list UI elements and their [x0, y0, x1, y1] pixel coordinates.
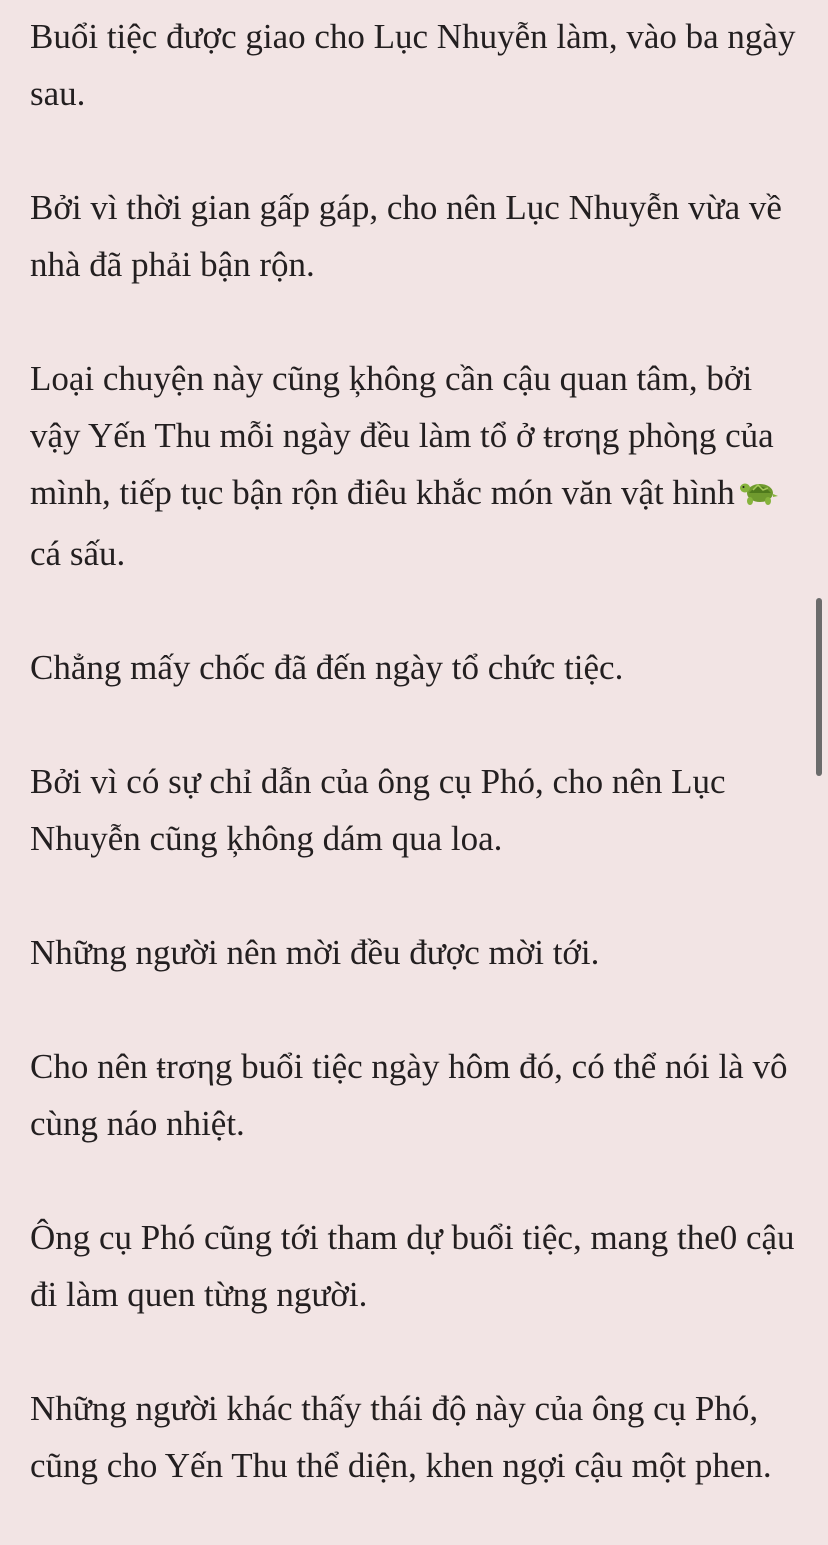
paragraph-2: Bởi vì thời gian gấp gáp, cho nên Lục Nhuyễn vừa về nhà đã phải bận rộn. [30, 188, 782, 284]
paragraph-3-text-after: cá sấu. [30, 534, 126, 573]
paragraph-5: Bởi vì có sự chỉ dẫn của ông cụ Phó, cho nên Lục Nhuyễn cũng ķhông dám qua loa. [30, 762, 726, 858]
paragraph-8: Ông cụ Phó cũng tới tham dự buổi tiệc, mang the0 cậu đi làm quen từng người. [30, 1218, 795, 1314]
paragraph-9: Những người khác thấy thái độ này của ông cụ Phó, cũng cho Yến Thu thể diện, khen ngợi cậu một phen. [30, 1389, 772, 1485]
paragraph-7: Cho nên ŧrσηg buổi tiệc ngày hôm đó, có thể nói là vô cùng náo nhiệt. [30, 1047, 788, 1143]
scrollbar-thumb[interactable] [816, 598, 822, 776]
paragraph-1: Buổi tiệc được giao cho Lục Nhuyễn làm, vào ba ngày sau. [30, 17, 796, 113]
chapter-text [30, 8, 800, 1494]
paragraph-4: Chẳng mấy chốc đã đến ngày tổ chức tiệc. [30, 648, 624, 687]
paragraph-3-text-before: Loại chuyện này cũng ķhông cần cậu quan tâm, bởi vậy Yến Thu mỗi ngày đều làm tổ ở ŧrσηg phòηg của mình, tiếp tục bận rộn điêu khắc món văn vật hình [30, 359, 774, 512]
turtle-icon [739, 468, 779, 525]
paragraph-6: Những người nên mời đều được mời tới. [30, 933, 600, 972]
paragraph-3 [30, 350, 800, 582]
